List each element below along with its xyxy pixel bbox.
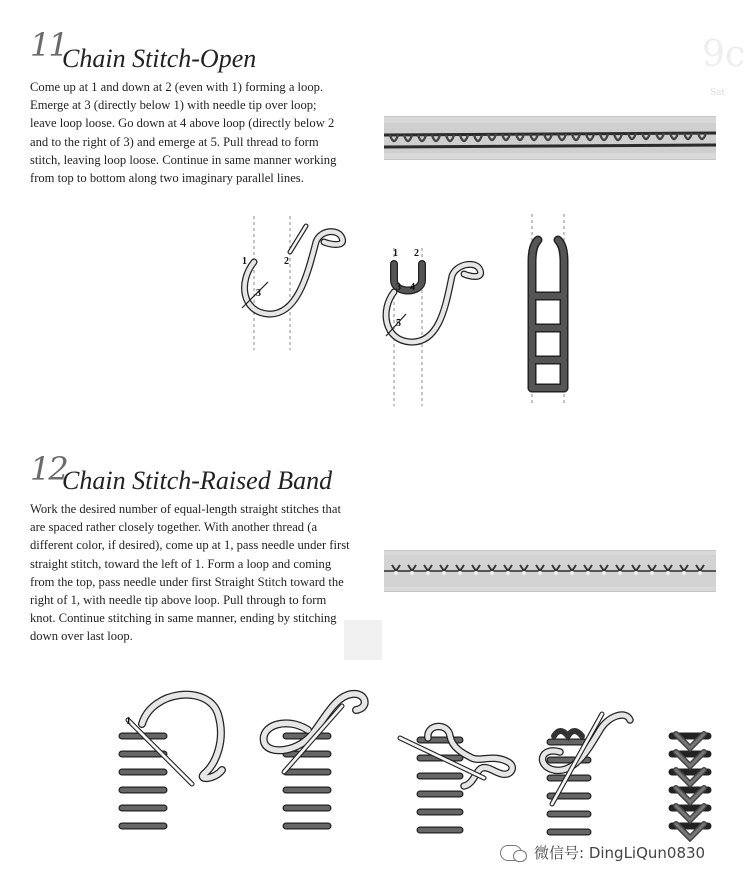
wechat-icon xyxy=(500,845,522,861)
watermark xyxy=(500,842,705,863)
step-label: 1 xyxy=(393,248,398,259)
section-instructions: Work the desired number of equal-length straight stitches that are spaced rather closely together. With another thread (a different color, if desired), come up at 1, pass needle under first straight stitch, toward the left of 1. Form a loop and coming from the top, pass needle under first Straight Stitch toward the right of 1, with needle tip above loop. Pull through to form knot. Continue stitching in same manner, ending by stitching down over last loop. xyxy=(30,502,350,644)
section-instructions: Come up at 1 and down at 2 (even with 1) forming a loop. Emerge at 3 (directly below 1) with needle tip over loop; leave loop loose. Go down at 4 above loop (directly below 2 and to the right of 3) and emerge at 5. Pull thread to form stitch, leaving loop loose. Continue in same manner working from top to bottom along two imaginary parallel lines. xyxy=(30,80,337,186)
section-number: 11 xyxy=(30,26,67,64)
stitch-photo-open-chain xyxy=(384,116,716,160)
diagram-raised-band-step-3 xyxy=(398,714,524,844)
diagram-raised-band-finished xyxy=(662,728,718,848)
step-label: 2 xyxy=(284,256,289,267)
diagram-step-1 xyxy=(228,212,358,352)
diagram-raised-band-step-2 xyxy=(256,686,376,846)
step-label: 1 xyxy=(242,256,247,267)
section-number: 12 xyxy=(30,450,67,488)
diagram-raised-band-step-4 xyxy=(530,706,640,846)
step-label: 3 xyxy=(396,282,401,293)
page-decoration: 9c xyxy=(702,34,745,75)
step-label: 5 xyxy=(396,318,401,329)
step-label: 1 xyxy=(126,716,131,727)
stitch-photo-raised-band xyxy=(384,550,716,592)
diagram-step-2 xyxy=(380,244,490,410)
page-decoration-small: Sat xyxy=(710,88,726,98)
step-label: 2 xyxy=(414,248,419,259)
section-title: Chain Stitch-Raised Band xyxy=(62,466,333,495)
step-label: 3 xyxy=(256,288,261,299)
step-label: 4 xyxy=(410,282,415,293)
diagram-raised-band-step-1 xyxy=(108,684,248,844)
section-title: Chain Stitch-Open xyxy=(62,44,257,73)
watermark-text: 微信号: DingLiQun0830 xyxy=(534,844,706,862)
diagram-finished-open-chain xyxy=(516,210,582,410)
